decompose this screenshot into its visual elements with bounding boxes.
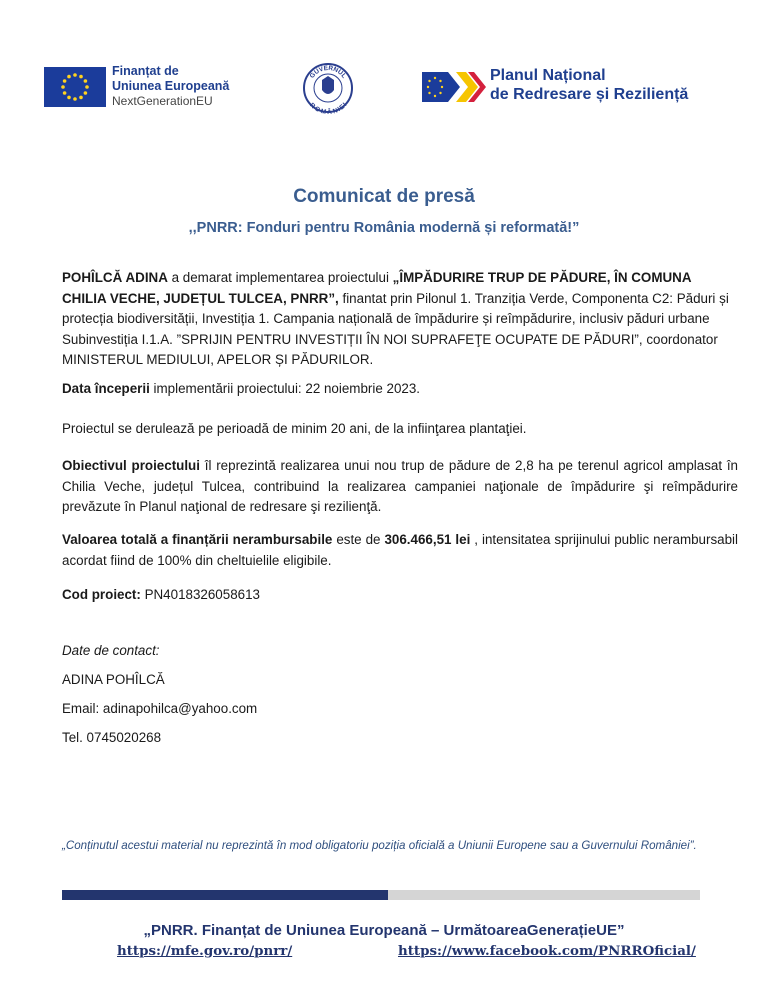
footer-bar-light [388,890,700,900]
pnrr-logo-line1: Planul Național [490,67,606,84]
seal-top-text: GUVERNUL [308,64,348,80]
intro-paragraph [62,268,738,371]
funding-text-2: , intensitatea sprijinului public nerambursabil acordat fiind de 100% din cheltuielile eligibile. [62,532,738,568]
project-code-label: Cod proiect: [62,587,141,602]
project-title: „ÎMPĂDURIRE TRUP DE PĂDURE, ÎN COMUNA CHILIA VECHE, JUDEȚUL TULCEA, PNRR”, [62,270,691,306]
start-date-label: Data începerii [62,381,150,396]
eu-logo-line1: Finanțat de [112,64,179,78]
footer-title: „PNRR. Finanțat de Uniunea Europeană – UrmătoareaGenerațieUE” [143,922,625,939]
objective-text: îl reprezintă realizarea unui nou trup de pădure de 2,8 ha pe terenul agricol amplasat în Chilia Veche, județul Tulcea, contribuind la realizarea campaniei naţionale de împădurire şi reîmpădurire prevăzute în Planul naţional de redresare şi rezilienţă. [62,458,739,514]
footer-bar-dark [62,890,388,900]
intro-text-1: a demarat implementarea proiectului [167,270,393,285]
contact-email: Email: adinapohilca@yahoo.com [62,701,258,716]
eu-logo-line3: NextGenerationEU [112,94,213,108]
duration-paragraph: Proiectul se derulează pe perioadă de minim 20 ani, de la infiinţarea plantaţiei. [62,421,527,436]
eu-funding-logo [44,64,290,110]
disclaimer: „Conținutul acestui material nu reprezintă în mod obligatoriu poziția oficială a Uniunii Europene sau a Guvernului României”. [62,839,697,852]
start-date-text: implementării proiectului: 22 noiembrie 2023. [149,381,421,396]
pnrr-logo [422,66,712,108]
pnrr-arrow-icon [422,72,488,102]
funding-amount: 306.466,51 lei [384,532,471,547]
start-date-paragraph [62,379,738,400]
eu-logo-line2: Uniunea Europeană [112,79,230,93]
project-code-value: PN4018326058613 [140,587,260,602]
pnrr-logo-line2: de Redresare și Reziliență [490,86,689,103]
funding-paragraph [62,530,738,571]
project-code-paragraph [62,585,738,606]
contact-name: ADINA POHÎLCĂ [62,672,165,687]
page-subtitle: ,,PNRR: Fonduri pentru România modernă și reformată!” [188,220,580,236]
contact-heading: Date de contact: [62,643,160,658]
funding-text-1: este de [332,532,385,547]
beneficiary-name: POHÎLCĂ ADINA [62,270,168,285]
eu-flag-icon [44,67,106,107]
page-title: Comunicat de presă [293,186,475,207]
facebook-link[interactable]: https://www.facebook.com/PNRROficial/ [398,943,696,959]
contact-phone: Tel. 0745020268 [62,730,162,745]
mfe-link[interactable]: https://mfe.gov.ro/pnrr/ [117,943,293,959]
seal-bottom-text: ROMÂNIEI [308,101,349,114]
intro-text-2: finantat prin Pilonul 1. Tranziția Verde, Componenta C2: Păduri și protecția biodiversității, Investiția 1. Campania națională de împădurire și reîmpădurire, inclusiv păduri urbane Subinvestiția I.1.A. ”SPRIJIN PENTRU INVESTIȚII ÎN NOI SUPRAFEŢE OCUPATE DE PĂDURI”, coordonator MINISTERUL MEDIULUI, APELOR ȘI PĂDURILOR. [62,290,729,367]
objective-paragraph [62,456,738,518]
objective-label: Obiectivul proiectului [62,458,200,473]
government-seal-logo [300,62,356,114]
funding-label: Valoarea totală a finanțării nerambursabile [62,532,333,547]
